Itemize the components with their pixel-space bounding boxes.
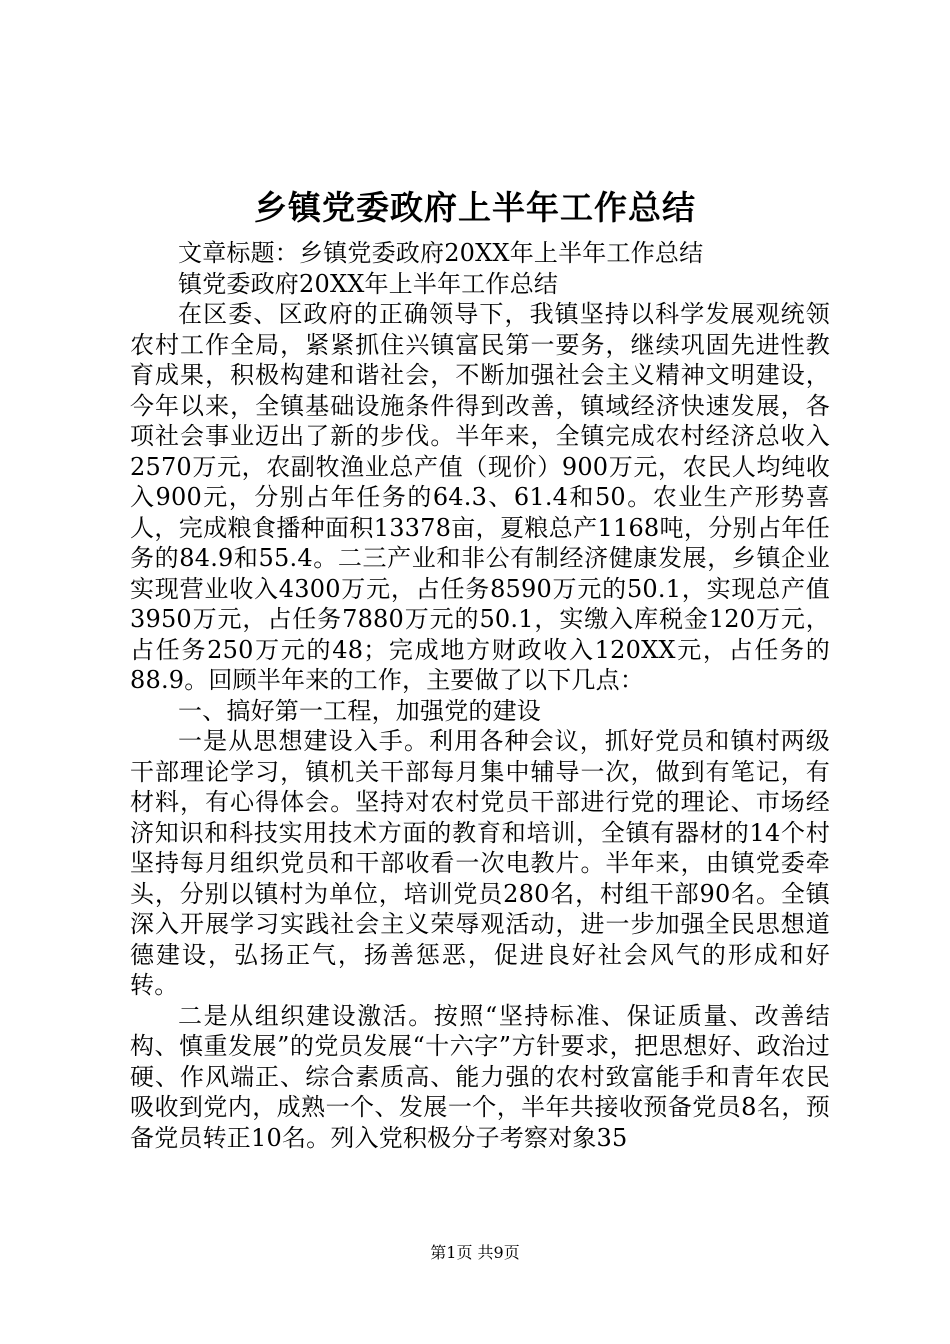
article-title-line: 文章标题：乡镇党委政府20XX年上半年工作总结 xyxy=(178,239,704,267)
subtitle-line: 镇党委政府20XX年上半年工作总结 xyxy=(178,269,559,298)
intro-paragraph: 在区委、区政府的正确领导下，我镇坚持以科学发展观统领农村工作全局，紧紧抓住兴镇富民第一要务，继续巩固先进性教育成果，积极构建和谐社会，不断加强社会主义精神文明建设，今年以来，全镇基础设施条件得到改善，镇域经济快速发展，各项社会事业迈出了新的步伐。半年来，全镇完成农村经济总收入2570万元，农副牧渔业总产值（现价）900万元，农民人均纯收入900元，分别占年任务的64.3、61.4和50。农业生产形势喜人，完成粮食播种面积13378亩，夏粮总产1168吨，分别占年任务的84.9和55.4。二三产业和非公有制经济健康发展，乡镇企业实现营业收入4300万元，占任务8590万元的50.1，实现总产值3950万元，占任务7880万元的50.1，实缴入库税金120万元，占任务250万元的48；完成地方财政收入120XX元，占任务的88.9。回顾半年来的工作，主要做了以下几点： xyxy=(130,300,830,694)
document-body xyxy=(130,238,830,1153)
page-footer: 第1页 共9页 xyxy=(430,1243,520,1262)
section-heading: 一、搞好第一工程，加强党的建设 xyxy=(178,696,541,725)
body-paragraph: 二是从组织建设激活。按照“坚持标准、保证质量、改善结构、慎重发展”的党员发展“十六字”方针要求，把思想好、政治过硬、作风端正、综合素质高、能力强的农村致富能手和青年农民吸收到党内，成熟一个、发展一个，半年共接收预备党员8名，预备党员转正10名。列入党积极分子考察对象35 xyxy=(130,1001,830,1152)
document-title: 乡镇党委政府上半年工作总结 xyxy=(254,188,696,227)
body-paragraph: 一是从思想建设入手。利用各种会议，抓好党员和镇村两级干部理论学习，镇机关干部每月集中辅导一次，做到有笔记，有材料，有心得体会。坚持对农村党员干部进行党的理论、市场经济知识和科技实用技术方面的教育和培训，全镇有器材的14个村坚持每月组织党员和干部收看一次电教片。半年来，由镇党委牵头，分别以镇村为单位，培训党员280名，村组干部90名。全镇深入开展学习实践社会主义荣辱观活动，进一步加强全民思想道德建设，弘扬正气，扬善惩恶，促进良好社会风气的形成和好转。 xyxy=(130,727,830,999)
